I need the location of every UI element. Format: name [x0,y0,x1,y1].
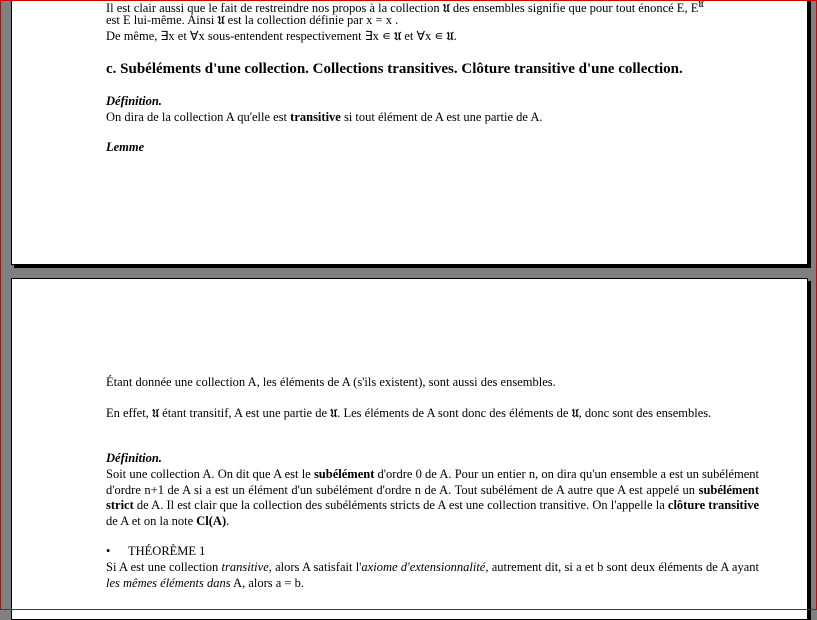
gothic-u-symbol: 𝔘 [446,30,454,43]
paragraph-2 [106,406,759,422]
text: , alors A satisfait l' [268,560,362,574]
text: . [453,29,457,43]
lemma-label: Lemme [106,140,145,154]
gothic-u-symbol: 𝔘 [442,2,450,16]
text: Soit une collection A. On dit que A est le [106,467,314,481]
italic-term: les mêmes éléments dans [106,575,231,590]
gothic-u-symbol: 𝔘 [330,407,338,420]
intro-line-3 [106,29,761,45]
text: . Les éléments de A sont donc des éléments de [337,406,572,420]
gothic-u-symbol: 𝔘 [394,30,402,43]
gothic-u-symbol: 𝔘 [571,407,579,420]
text: de A. Il est clair que la collection des subéléments stricts de A est une collection transitive. On l'appelle la [133,498,668,512]
bold-term: subélément [313,467,375,481]
definition-text [106,110,761,126]
text: A, alors a = b. [230,575,304,590]
text: Si A est une collection [106,560,222,574]
text: des ensembles signifie que pour tout énoncé E, E [449,1,699,16]
italic-term: transitive [221,560,269,574]
bold-term: Cl(A) [196,513,227,528]
theorem-bullet-line [106,544,761,560]
gothic-u-superscript: 𝔘 [698,0,704,9]
section-heading: c. Subéléments d'une collection. Collections transitives. Clôture transitive d'une collection. [106,61,683,77]
definition-label-2: Définition. [106,451,162,465]
text: On dira de la collection A qu'elle est [106,110,291,124]
paragraph-1: Étant donnée une collection A, les éléments de A (s'ils existent), sont aussi des ensembles. [106,375,556,389]
bold-term: subélément strict [106,482,759,512]
italic-term: axiome d'extensionnalité [361,560,486,574]
bold-term: transitive [290,110,341,124]
text: étant transitif, A est une partie de [159,406,331,420]
theorem-label: THÉORÈME 1 [128,544,206,558]
document-page-1 [11,0,808,265]
text: , autrement dit, si a et b sont deux éléments de A ayant [485,560,759,574]
text: En effet, [106,406,152,420]
theorem-text [106,560,759,591]
text: . [226,513,230,528]
bullet-icon: • [106,544,111,558]
bold-term: clôture transitive [667,498,759,512]
gothic-u-symbol: 𝔘 [151,407,160,420]
document-page-2 [11,278,808,620]
text: est la collection définie par x = x . [224,13,399,27]
text: Il est clair aussi que le fait de restreindre nos propos à la collection [106,1,443,16]
text: et ∀x ∊ [401,29,447,43]
text: De même, ∃x et ∀x sous-entendent respectivement ∃x ∊ [106,29,395,43]
definition-label: Définition. [106,94,162,108]
text: est E lui-même. Ainsi [106,13,218,27]
text: si tout élément de A est une partie de A. [340,110,543,124]
gothic-u-symbol: 𝔘 [217,14,225,27]
text: d'ordre 0 de A. Pour un entier n, on dira qu'un ensemble a est un subélément d'ordre n+1 de A si a est un élément d'un subélément d'ordre n de A. Tout subélément de A autre que A est appelé un [106,467,759,497]
definition-paragraph [106,467,759,529]
text: , donc sont des ensembles. [578,406,712,420]
text: de A et on la note [106,513,197,528]
intro-line-2 [106,13,761,29]
